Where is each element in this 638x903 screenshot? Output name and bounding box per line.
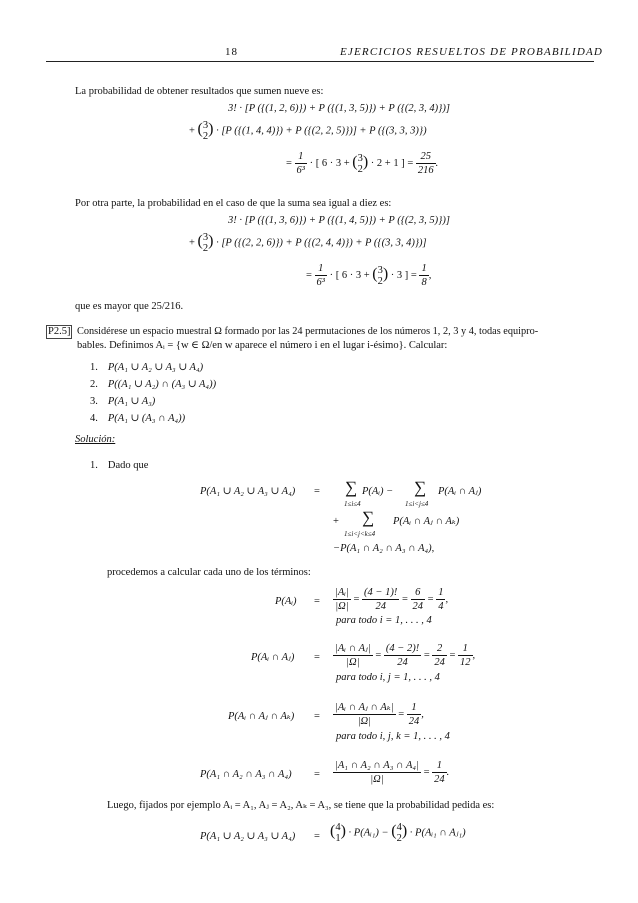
punct: ,: [445, 593, 449, 605]
eq-body: · [ 6 · 3 +: [309, 157, 350, 169]
frac-num: 1: [421, 263, 427, 274]
eq-ten-line2-body: · [P ({(2, 2, 6)}) + P ({(2, 4, 4)}) + P ({(3, 3, 4)})]: [216, 237, 427, 249]
term-lhs: P(A₁ ∩ A₂ ∩ A₃ ∩ A₄): [200, 769, 292, 780]
sum-symbol: ∑: [414, 478, 427, 497]
luego-text: Luego, fijados por ejemplo Aᵢ = A₁, Aⱼ = A₂, Aₖ = A₃, se tiene que la probabilidad pedida es:: [107, 800, 495, 811]
final-lhs: P(A₁ ∪ A₂ ∪ A₃ ∪ A₄): [200, 831, 296, 842]
punct: ,: [421, 708, 424, 720]
sum-subscript: 1≤i<j≤4: [405, 500, 429, 508]
eq-nine-line3: [286, 150, 438, 177]
binomial: (3 2): [197, 120, 214, 142]
term-eq: =: [314, 711, 320, 722]
binomial: (4 2): [391, 822, 408, 844]
sum-subscript: 1≤i<j<k≤4: [344, 530, 376, 538]
problem-text-2: bables. Definimos Aᵢ = {w ∈ Ω/en w aparece el número i en el lugar i-ésimo}. Calcular:: [77, 340, 448, 351]
frac-num: 1: [295, 150, 307, 164]
fraction: [384, 642, 421, 669]
intro-ten: Por otra parte, la probabilidad en el caso de que la suma sea igual a diez es:: [75, 198, 392, 209]
binom-bottom: 2: [202, 243, 209, 254]
fraction: [333, 759, 421, 786]
punct: .: [446, 766, 450, 778]
procedemos-text: procedemos a calcular cada uno de los términos:: [107, 567, 311, 578]
fraction: [432, 642, 447, 669]
sum-term: P(Aᵢ ∩ Aⱼ): [438, 486, 482, 497]
list-text: P(A₁ ∪ (A₃ ∩ A₄)): [107, 413, 186, 424]
frac-num: (4 − 2)!: [385, 643, 420, 654]
term-eq: =: [314, 769, 320, 780]
frac-num: 1: [432, 759, 447, 773]
term-rhs: $\frac{\text{|Aᵢ ∩ Aⱼ|}}{|\Omega|}$ = $\frac{(4 - 2)!}{24}$ = $\frac{2}{24}$ = $\frac{1}{12}$ ,: [335, 643, 476, 668]
eq-ten-line1: 3! · [P ({(1, 3, 6)}) + P ({(1, 4, 5)}) + P ({(2, 3, 5)})]: [228, 215, 450, 226]
term-condition: para todo i, j = 1, . . . , 4: [336, 672, 440, 683]
term-rhs: $\frac{\text{|Aᵢ ∩ Aⱼ ∩ Aₖ|}}{|\Omega|}$ = $\frac{1}{24}$ ,: [335, 702, 424, 727]
final-rhs: [330, 822, 466, 844]
solution-label: Solución:: [75, 434, 116, 445]
list-number: 1.: [90, 460, 98, 471]
frac-den: |Ω|: [346, 657, 360, 668]
sum-symbol: ∑: [345, 478, 358, 497]
list-number: 2.: [90, 379, 98, 390]
punct: ,: [472, 649, 476, 661]
page-number: 18: [225, 46, 238, 58]
punct: ,: [428, 269, 432, 281]
frac-den: 24: [408, 716, 420, 727]
plus-sign: +: [189, 125, 195, 137]
list-item: [90, 412, 185, 425]
punct: .: [435, 157, 439, 169]
frac-den: 6³: [316, 277, 325, 288]
list-item: [90, 361, 203, 374]
final-tail: · P(Aᵢ₁ ∩ Aⱼ₁): [409, 827, 466, 839]
fraction: [315, 262, 327, 289]
term-rhs: $\frac{\text{|A₁ ∩ A₂ ∩ A₃ ∩ A₄|}}{|\Omega|}$ = $\frac{1}{24}$ .: [335, 760, 450, 785]
binom-bottom: 2: [396, 833, 402, 844]
plus-sign: +: [189, 237, 195, 249]
term-eq: =: [314, 652, 320, 663]
sum-term: P(Aᵢ ∩ Aⱼ ∩ Aₖ): [393, 516, 460, 527]
incl-excl-plus: +: [333, 516, 339, 527]
fraction: [333, 586, 351, 613]
binom-bottom: 1: [335, 833, 341, 844]
frac-den: 4: [438, 601, 444, 612]
incl-excl-lhs: P(A₁ ∪ A₂ ∪ A₃ ∪ A₄): [200, 486, 296, 497]
term-condition: para todo i = 1, . . . , 4: [336, 615, 432, 626]
frac-den: 8: [421, 277, 427, 288]
frac-num: (4 − 1)!: [364, 587, 398, 598]
frac-num: 1: [438, 587, 444, 598]
sum-subscript: 1≤i≤4: [344, 500, 361, 508]
frac-den: 216: [417, 165, 434, 176]
frac-den: 24: [434, 657, 445, 668]
frac-num: 1: [458, 642, 473, 656]
eq-tail: · 3 ] =: [390, 269, 417, 281]
eq-nine-line2-body: · [P ({(1, 4, 4)}) + P ({(2, 2, 5)})] + P ({(3, 3, 3)}): [216, 125, 427, 137]
fraction: [407, 701, 422, 728]
fraction: [362, 586, 399, 613]
equals: =: [306, 269, 312, 281]
binomial: (3 2): [197, 232, 214, 254]
list-number: 3.: [90, 396, 98, 407]
frac-num: |Aᵢ ∩ Aⱼ ∩ Aₖ|: [335, 702, 394, 713]
fraction: [458, 642, 473, 669]
incl-excl-eq: =: [314, 486, 320, 497]
sum-term: P(Aᵢ) −: [362, 486, 394, 497]
term-eq: =: [314, 596, 320, 607]
list-text: Dado que: [107, 460, 149, 471]
frac-num: |Aᵢ ∩ Aⱼ|: [335, 643, 371, 654]
list-item: [90, 395, 155, 408]
frac-den: 24: [434, 774, 445, 785]
problem-text-1: Considérese un espacio muestral Ω formado por las 24 permutaciones de los números 1, 2, 3 y 4, todas equipro-: [77, 326, 539, 337]
frac-num: 6: [411, 586, 426, 600]
header-rule: [46, 61, 594, 62]
solution-item-1: [90, 459, 148, 472]
frac-den: 24: [412, 601, 424, 612]
frac-num: 1: [315, 262, 327, 276]
eq-body: · [ 6 · 3 +: [329, 269, 370, 281]
list-item: [90, 378, 216, 391]
frac-num: |A₁ ∩ A₂ ∩ A₃ ∩ A₄|: [335, 760, 419, 771]
frac-num: 25: [416, 150, 436, 164]
frac-den: |Ω|: [357, 716, 371, 727]
fraction: [333, 701, 396, 728]
eq-ten-line3: [306, 262, 431, 289]
term-lhs: P(Aᵢ ∩ Aⱼ): [251, 652, 295, 663]
binomial: (4 1): [330, 822, 346, 844]
final-eq: =: [314, 831, 320, 842]
term-lhs: P(Aᵢ ∩ Aⱼ ∩ Aₖ): [228, 711, 295, 722]
binom-top: 4: [335, 822, 341, 833]
eq-nine-line2: [189, 120, 427, 142]
binomial: (3 2): [372, 264, 389, 287]
frac-num: |Aᵢ|: [335, 587, 349, 598]
list-text: P(A₁ ∪ A₂ ∪ A₃ ∪ A₄): [107, 362, 204, 373]
frac-den: 12: [460, 657, 471, 668]
binom-top: 3: [202, 120, 209, 131]
conclusion: que es mayor que 25/216.: [75, 301, 184, 312]
incl-excl-last: −P(A₁ ∩ A₂ ∩ A₃ ∩ A₄),: [333, 543, 435, 554]
binom-top: 3: [377, 264, 383, 276]
sum-symbol: ∑: [362, 508, 375, 527]
problem-label: P2.5]: [48, 326, 71, 337]
intro-nine: La probabilidad de obtener resultados que sumen nueve es:: [75, 86, 324, 97]
term-lhs: P(Aᵢ): [275, 596, 297, 607]
binom-top: 4: [396, 822, 402, 833]
frac-den: 24: [375, 601, 386, 612]
frac-den: 24: [397, 657, 408, 668]
list-text: P(A₁ ∪ A₃): [107, 396, 156, 407]
equals: =: [286, 157, 292, 169]
binom-bottom: 2: [357, 163, 363, 175]
frac-den: |Ω|: [335, 601, 349, 612]
eq-nine-line1: 3! · [P ({(1, 2, 6)}) + P ({(1, 3, 5)}) + P ({(2, 3, 4)})]: [228, 103, 450, 114]
frac-num: 1: [407, 701, 422, 715]
binom-bottom: 2: [202, 131, 209, 142]
list-text: P((A₁ ∪ A₂) ∩ (A₃ ∪ A₄)): [107, 379, 217, 390]
frac-den: |Ω|: [370, 774, 384, 785]
frac-den: 6³: [296, 165, 305, 176]
fraction: [333, 642, 373, 669]
running-title: EJERCICIOS RESUELTOS DE PROBABILIDAD: [340, 46, 604, 58]
fraction: [295, 150, 307, 177]
fraction: [432, 759, 447, 786]
fraction: [411, 586, 426, 613]
list-number: 1.: [90, 362, 98, 373]
frac-num: 2: [432, 642, 447, 656]
final-mid: · P(Aᵢ₁) −: [348, 827, 389, 839]
eq-tail: · 2 + 1 ] =: [370, 157, 414, 169]
result-fraction: [416, 150, 436, 177]
binomial: (3 2): [352, 152, 369, 175]
binom-top: 3: [357, 152, 363, 164]
result-fraction: [419, 262, 428, 289]
term-rhs: $\frac{\text{|Aᵢ|}}{|\Omega|}$ = $\frac{(4 - 1)!}{24}$ = $\frac{6}{24}$ = $\frac{1}{4}$ ,: [335, 587, 449, 612]
term-condition: para todo i, j, k = 1, . . . , 4: [336, 731, 450, 742]
list-number: 4.: [90, 413, 98, 424]
binom-top: 3: [202, 232, 209, 243]
eq-ten-line2: [189, 232, 427, 254]
binom-bottom: 2: [377, 275, 383, 287]
